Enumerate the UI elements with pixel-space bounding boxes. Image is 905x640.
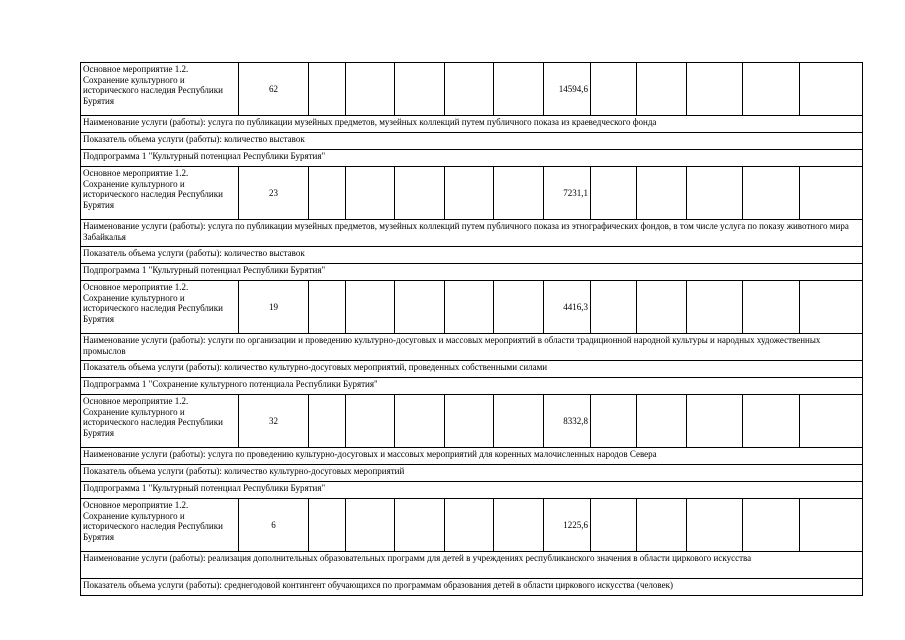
empty-cell xyxy=(445,499,494,552)
empty-cell xyxy=(800,63,863,116)
empty-cell xyxy=(591,395,637,448)
empty-cell xyxy=(445,167,494,220)
indicator-cell: Показатель объема услуги (работы): количество выставок xyxy=(81,133,863,150)
table-row xyxy=(81,167,863,220)
amount-cell: 14594,6 xyxy=(544,63,591,116)
indicator-cell: Показатель объема услуги (работы): количество выставок xyxy=(81,247,863,264)
activity-cell: Основное мероприятие 1.2. Сохранение культурного и исторического наследия Республики Бурятия xyxy=(81,499,239,552)
empty-cell xyxy=(591,167,637,220)
table-row xyxy=(81,465,863,482)
table-row xyxy=(81,361,863,378)
empty-cell xyxy=(346,281,395,334)
count-cell: 23 xyxy=(239,167,309,220)
empty-cell xyxy=(395,63,445,116)
empty-cell xyxy=(346,167,395,220)
subprogram-cell: Подпрограмма 1 "Культурный потенциал Республики Бурятия" xyxy=(81,264,863,281)
empty-cell xyxy=(800,395,863,448)
empty-cell xyxy=(591,499,637,552)
service-name-cell: Наименование услуги (работы): реализация дополнительных образовательных программ для детей в учреждениях республиканского значения в области циркового искусства xyxy=(81,552,863,579)
empty-cell xyxy=(395,395,445,448)
empty-cell xyxy=(637,281,687,334)
count-cell: 62 xyxy=(239,63,309,116)
table-row xyxy=(81,63,863,116)
empty-cell xyxy=(687,499,743,552)
empty-cell xyxy=(800,281,863,334)
table-row xyxy=(81,150,863,167)
table-row xyxy=(81,499,863,552)
service-name-cell: Наименование услуги (работы): услуга по публикации музейных предметов, музейных коллекций путем публичного показа из этнографических фондов, в том числе услуга по показу животного мира Забайкалья xyxy=(81,220,863,247)
amount-cell: 8332,8 xyxy=(544,395,591,448)
empty-cell xyxy=(445,63,494,116)
empty-cell xyxy=(309,395,346,448)
empty-cell xyxy=(687,167,743,220)
empty-cell xyxy=(743,167,800,220)
indicator-cell: Показатель объема услуги (работы): среднегодовой контингент обучающихся по программам образования детей в области циркового искусства (человек) xyxy=(81,579,863,596)
amount-cell: 1225,6 xyxy=(544,499,591,552)
subprogram-cell: Подпрограмма 1 "Культурный потенциал Республики Бурятия" xyxy=(81,482,863,499)
service-name-cell: Наименование услуги (работы): услуги по организации и проведению культурно-досуговых и массовых мероприятий в области традиционной народной культуры и народных художественных промыслов xyxy=(81,334,863,361)
count-cell: 19 xyxy=(239,281,309,334)
empty-cell xyxy=(637,395,687,448)
table-row xyxy=(81,264,863,281)
subprogram-cell: Подпрограмма 1 "Культурный потенциал Республики Бурятия" xyxy=(81,150,863,167)
empty-cell xyxy=(687,281,743,334)
table-row xyxy=(81,552,863,579)
table-row xyxy=(81,378,863,395)
indicator-cell: Показатель объема услуги (работы): количество культурно-досуговых мероприятий xyxy=(81,465,863,482)
empty-cell xyxy=(395,167,445,220)
empty-cell xyxy=(395,499,445,552)
empty-cell xyxy=(494,167,544,220)
table-row xyxy=(81,334,863,361)
empty-cell xyxy=(346,499,395,552)
subprogram-cell: Подпрограмма 1 "Сохранение культурного потенциала Республики Бурятия" xyxy=(81,378,863,395)
empty-cell xyxy=(309,281,346,334)
service-name-cell: Наименование услуги (работы): услуга по проведению культурно-досуговых и массовых мероприятий для коренных малочисленных народов Севера xyxy=(81,448,863,465)
table-row xyxy=(81,482,863,499)
table-row xyxy=(81,579,863,596)
amount-cell: 7231,1 xyxy=(544,167,591,220)
empty-cell xyxy=(309,167,346,220)
empty-cell xyxy=(445,395,494,448)
empty-cell xyxy=(743,281,800,334)
empty-cell xyxy=(494,395,544,448)
empty-cell xyxy=(637,167,687,220)
activity-cell: Основное мероприятие 1.2. Сохранение культурного и исторического наследия Республики Бурятия xyxy=(81,281,239,334)
empty-cell xyxy=(687,395,743,448)
activity-cell: Основное мероприятие 1.2. Сохранение культурного и исторического наследия Республики Бурятия xyxy=(81,395,239,448)
empty-cell xyxy=(800,499,863,552)
activity-cell: Основное мероприятие 1.2. Сохранение культурного и исторического наследия Республики Бурятия xyxy=(81,63,239,116)
table-row xyxy=(81,247,863,264)
empty-cell xyxy=(591,63,637,116)
empty-cell xyxy=(395,281,445,334)
empty-cell xyxy=(494,499,544,552)
count-cell: 32 xyxy=(239,395,309,448)
table-row xyxy=(81,448,863,465)
empty-cell xyxy=(591,281,637,334)
empty-cell xyxy=(309,499,346,552)
empty-cell xyxy=(743,63,800,116)
table-row xyxy=(81,281,863,334)
table-row xyxy=(81,133,863,150)
table-row xyxy=(81,395,863,448)
empty-cell xyxy=(494,63,544,116)
activity-cell: Основное мероприятие 1.2. Сохранение культурного и исторического наследия Республики Бурятия xyxy=(81,167,239,220)
empty-cell xyxy=(637,63,687,116)
empty-cell xyxy=(800,167,863,220)
empty-cell xyxy=(494,281,544,334)
empty-cell xyxy=(743,395,800,448)
amount-cell: 4416,3 xyxy=(544,281,591,334)
service-name-cell: Наименование услуги (работы): услуга по публикации музейных предметов, музейных коллекций путем публичного показа из краеведческого фонда xyxy=(81,116,863,133)
indicator-cell: Показатель объема услуги (работы): количество культурно-досуговых мероприятий, проведенных собственными силами xyxy=(81,361,863,378)
budget-table xyxy=(80,62,863,596)
empty-cell xyxy=(346,395,395,448)
table-row xyxy=(81,220,863,247)
count-cell: 6 xyxy=(239,499,309,552)
empty-cell xyxy=(637,499,687,552)
empty-cell xyxy=(346,63,395,116)
empty-cell xyxy=(445,281,494,334)
empty-cell xyxy=(687,63,743,116)
empty-cell xyxy=(309,63,346,116)
empty-cell xyxy=(743,499,800,552)
table-row xyxy=(81,116,863,133)
